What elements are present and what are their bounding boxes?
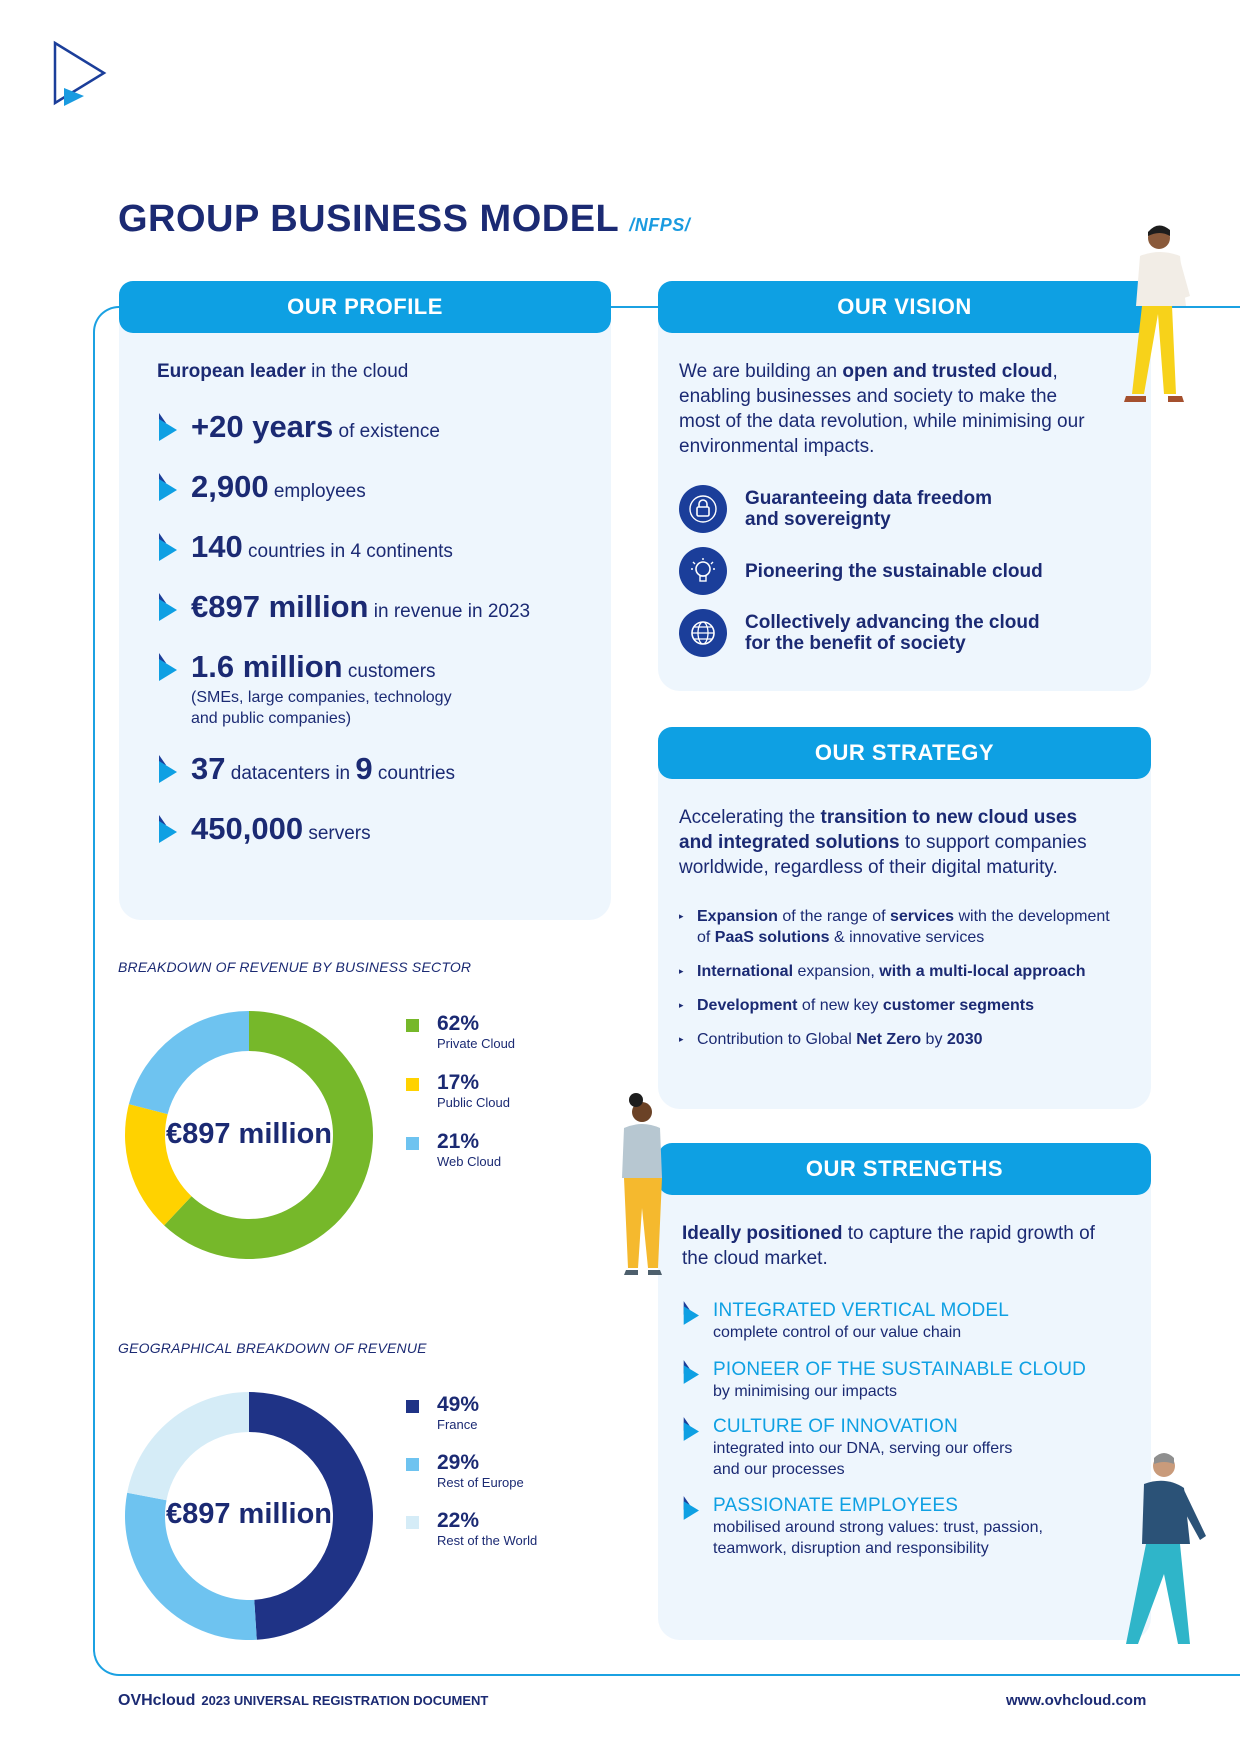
- footer-doc-title: 2023 UNIVERSAL REGISTRATION DOCUMENT: [201, 1693, 489, 1708]
- profile-lead-bold: European leader: [157, 361, 306, 382]
- chart2-legend: [406, 1393, 537, 1549]
- strength-title: PASSIONATE EMPLOYEES: [713, 1495, 959, 1516]
- globe-icon: [679, 609, 727, 657]
- stat-employees: [157, 469, 611, 505]
- triangle-bullet-icon: [682, 1417, 699, 1441]
- triangle-bullet-icon: [682, 1360, 699, 1384]
- strength-item: [682, 1358, 1111, 1402]
- legend-swatch: [406, 1078, 419, 1091]
- chart2-center-label: €897 million: [165, 1498, 332, 1530]
- stat-value: 37: [191, 751, 226, 786]
- strength-item: [682, 1299, 1111, 1343]
- strength-title: INTEGRATED VERTICAL MODEL: [713, 1300, 1010, 1321]
- strength-title: CULTURE OF INNOVATION: [713, 1416, 958, 1437]
- legend-label: France: [437, 1417, 478, 1432]
- person-illustration-icon: [1112, 220, 1202, 430]
- stat-value: 1.6 million: [191, 649, 343, 684]
- stat-label: of existence: [333, 421, 440, 442]
- stat-note: (SMEs, large companies, technology and public companies): [191, 689, 452, 727]
- legend-value: 49%: [437, 1393, 480, 1416]
- profile-lead: [157, 361, 611, 383]
- strategy-bullet: ▸ Development of new key customer segments: [679, 997, 1035, 1014]
- vision-header: OUR VISION: [658, 281, 1151, 333]
- legend-item: [406, 1509, 537, 1549]
- strengths-text-bold: Ideally positioned: [682, 1223, 843, 1244]
- person-illustration-icon: [610, 1090, 680, 1300]
- legend-value: 21%: [437, 1130, 480, 1153]
- title-text: GROUP BUSINESS MODEL: [118, 198, 620, 240]
- vision-item-label: Guaranteeing data freedom and sovereignty: [745, 488, 993, 530]
- footer-brand: OVHcloud: [118, 1692, 196, 1709]
- stat-value-2: 9: [355, 751, 373, 786]
- stat-label: datacenters in: [225, 763, 356, 784]
- triangle-bullet-icon: [157, 533, 177, 561]
- stat-label: servers: [303, 823, 371, 844]
- legend-value: 22%: [437, 1509, 480, 1532]
- stat-servers: [157, 811, 611, 847]
- legend-label: Rest of Europe: [437, 1475, 524, 1490]
- ovhcloud-logo-icon: [52, 40, 110, 110]
- chart1-title: BREAKDOWN OF REVENUE BY BUSINESS SECTOR: [118, 959, 472, 975]
- vision-text: [679, 359, 1101, 459]
- stat-customers: [157, 649, 611, 729]
- legend-item: [406, 1071, 515, 1111]
- vision-text-post: , enabling businesses and society to make the most of the data revolution, while minimising our environmental impacts.: [679, 361, 1085, 457]
- legend-label: Public Cloud: [437, 1095, 510, 1110]
- stat-revenue: [157, 589, 611, 625]
- strategy-text-post: to support companies worldwide, regardless of their digital maturity.: [679, 832, 1087, 878]
- strength-item: [682, 1415, 1111, 1480]
- stat-value: +20 years: [191, 409, 334, 444]
- legend-label: Rest of the World: [437, 1533, 538, 1548]
- triangle-bullet-icon: [157, 755, 177, 783]
- legend-label: Private Cloud: [437, 1036, 516, 1051]
- strength-desc: complete control of our value chain: [713, 1324, 962, 1341]
- strength-desc: by minimising our impacts: [713, 1383, 898, 1400]
- lightbulb-icon: [679, 547, 727, 595]
- strategy-text: [679, 805, 1111, 880]
- legend-swatch: [406, 1137, 419, 1150]
- legend-swatch: [406, 1019, 419, 1032]
- legend-value: 29%: [437, 1451, 480, 1474]
- strengths-text-post: to capture the rapid growth of the cloud market.: [682, 1223, 1095, 1269]
- triangle-bullet-icon: [157, 815, 177, 843]
- chart1-legend: [406, 1012, 515, 1170]
- profile-header: OUR PROFILE: [119, 281, 611, 333]
- legend-value: 17%: [437, 1071, 480, 1094]
- legend-item: [406, 1012, 515, 1052]
- vision-item-sovereignty: [679, 485, 1101, 533]
- donut-slice-web-cloud: [129, 1011, 249, 1114]
- legend-swatch: [406, 1516, 419, 1529]
- strategy-bullet: ▸ International expansion, with a multi-local approach: [679, 963, 1086, 980]
- triangle-bullet-icon: [682, 1301, 699, 1325]
- vision-text-pre: We are building an: [679, 361, 843, 382]
- footer-doc: [118, 1692, 488, 1710]
- legend-swatch: [406, 1458, 419, 1471]
- person-illustration-icon: [1108, 1448, 1218, 1660]
- chart1-center-label: €897 million: [165, 1118, 332, 1150]
- legend-item: [406, 1393, 537, 1433]
- strategy-text-pre: Accelerating the: [679, 807, 821, 828]
- stat-label: in revenue in 2023: [368, 601, 531, 622]
- triangle-bullet-icon: [157, 413, 177, 441]
- triangle-bullet-icon: [157, 593, 177, 621]
- stat-label: employees: [268, 481, 366, 502]
- triangle-bullet-icon: [157, 653, 177, 681]
- strength-title: PIONEER OF THE SUSTAINABLE CLOUD: [713, 1359, 1087, 1380]
- stat-years: [157, 409, 611, 445]
- page-title: [118, 198, 690, 241]
- strategy-panel: [658, 727, 1151, 1109]
- footer-url[interactable]: www.ovhcloud.com: [1006, 1692, 1147, 1709]
- vision-item-label: Collectively advancing the cloud for the benefit of society: [745, 612, 1040, 654]
- stat-label: countries in 4 continents: [242, 541, 453, 562]
- lock-icon: [679, 485, 727, 533]
- stat-value: 450,000: [191, 811, 304, 846]
- strategy-bullet: ▸ Contribution to Global Net Zero by 2030: [679, 1031, 983, 1048]
- strategy-header: OUR STRATEGY: [658, 727, 1151, 779]
- donut-slice-rest-of-the-world: [127, 1392, 249, 1500]
- legend-item: [406, 1130, 515, 1170]
- stat-value: 2,900: [191, 469, 269, 504]
- legend-label: Web Cloud: [437, 1154, 502, 1169]
- strategy-text-bold: transition to new cloud uses and integrated solutions: [679, 807, 1078, 853]
- strength-desc: mobilised around strong values: trust, passion, teamwork, disruption and responsibility: [713, 1519, 1043, 1557]
- stat-label-2: countries: [372, 763, 456, 784]
- legend-item: [406, 1451, 537, 1491]
- vision-item-sustainable: [679, 547, 1101, 595]
- legend-swatch: [406, 1400, 419, 1413]
- profile-panel: [119, 281, 611, 920]
- profile-lead-rest: in the cloud: [305, 361, 409, 382]
- chart2-title: GEOGRAPHICAL BREAKDOWN OF REVENUE: [118, 1340, 427, 1356]
- stat-countries: [157, 529, 611, 565]
- stat-value: 140: [191, 529, 243, 564]
- vision-item-label: Pioneering the sustainable cloud: [745, 560, 1043, 582]
- strengths-panel: [658, 1143, 1151, 1640]
- stat-datacenters: [157, 751, 611, 787]
- vision-panel: [658, 281, 1151, 691]
- strengths-text: [682, 1221, 1111, 1271]
- vision-item-society: [679, 609, 1101, 657]
- stat-label: customers: [342, 661, 436, 682]
- legend-value: 62%: [437, 1012, 480, 1035]
- strength-desc: integrated into our DNA, serving our offers and our processes: [713, 1440, 1013, 1478]
- strategy-bullet: ▸ Expansion of the range of services with the development of PaaS solutions & innovative services: [679, 908, 1110, 946]
- triangle-bullet-icon: [157, 473, 177, 501]
- triangle-bullet-icon: [682, 1496, 699, 1520]
- stat-value: €897 million: [191, 589, 369, 624]
- vision-text-bold: open and trusted cloud: [842, 361, 1053, 382]
- title-tag: /NFPS/: [629, 215, 691, 235]
- strengths-header: OUR STRENGTHS: [658, 1143, 1151, 1195]
- strength-item: [682, 1494, 1111, 1559]
